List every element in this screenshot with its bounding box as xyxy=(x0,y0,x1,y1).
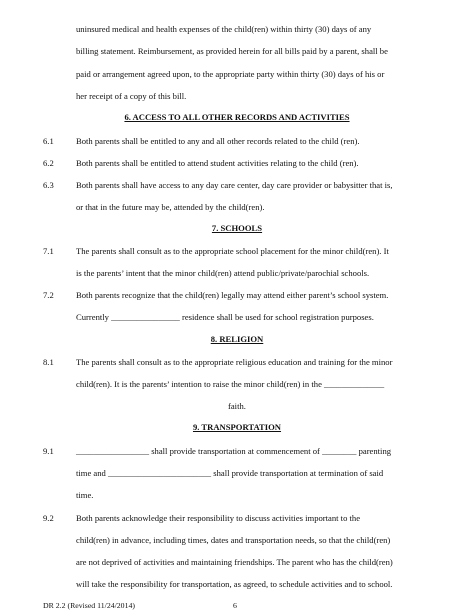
clause-9-2-line-1: Both parents acknowledge their responsibility to discuss activities important to the xyxy=(76,513,361,523)
clause-9-2-line-3: are not deprived of activities and maintaining friendships. The parent who has the child(ren) xyxy=(76,557,393,567)
intro-line-3: paid or arrangement agreed upon, to the appropriate party within thirty (30) days of his or xyxy=(76,69,385,79)
clause-9-2-number: 9.2 xyxy=(43,513,54,523)
clause-6-3-line-2: or that in the future may be, attended by the child(ren). xyxy=(76,202,265,212)
clause-7-1-line-2: is the parents’ intent that the minor child(ren) attend public/private/parochial schools. xyxy=(76,268,370,278)
clause-6-1-number: 6.1 xyxy=(43,136,54,146)
clause-7-2-line-1: Both parents recognize that the child(ren) legally may attend either parent’s school system. xyxy=(76,290,389,300)
clause-8-1-line-1: The parents shall consult as to the appropriate religious education and training for the minor xyxy=(76,357,393,367)
clause-8-1-number: 8.1 xyxy=(43,357,54,367)
clause-6-1-line-1: Both parents shall be entitled to any and all other records related to the child (ren). xyxy=(76,136,360,146)
clause-7-2-line-2: Currently ________________ residence shall be used for school registration purposes. xyxy=(76,312,374,322)
section-8-heading: 8. RELIGION xyxy=(210,334,264,344)
clause-9-2-line-4: will take the responsibility for transportation, as agreed, to schedule activities and to school. xyxy=(76,579,393,589)
clause-9-1-number: 9.1 xyxy=(43,446,54,456)
section-7-heading: 7. SCHOOLS xyxy=(211,223,263,233)
clause-8-1-line-2: child(ren). It is the parents’ intention to raise the minor child(ren) in the ______________ xyxy=(76,379,385,389)
clause-7-2-number: 7.2 xyxy=(43,290,54,300)
clause-9-1-line-2: time and ________________________ shall provide transportation at termination of said xyxy=(76,468,384,478)
clause-9-1-line-1: _________________ shall provide transportation at commencement of ________ parenting xyxy=(76,446,392,456)
intro-line-2: billing statement. Reimbursement, as provided herein for all bills paid by a parent, shall be xyxy=(76,46,388,56)
clause-7-1-number: 7.1 xyxy=(43,246,54,256)
clause-9-2-line-2: child(ren) in advance, including times, dates and transportation needs, so that the child(ren) xyxy=(76,535,391,545)
clause-6-2-line-1: Both parents shall be entitled to attend student activities relating to the child (ren). xyxy=(76,158,359,168)
footer-page-number: 6 xyxy=(233,601,237,610)
clause-6-3-number: 6.3 xyxy=(43,180,54,190)
clause-9-1-line-3: time. xyxy=(76,490,94,500)
clause-8-1-line-3: faith. xyxy=(228,401,246,411)
clause-6-3-line-1: Both parents shall have access to any day care center, day care provider or babysitter that is, xyxy=(76,180,393,190)
section-9-heading: 9. TRANSPORTATION xyxy=(192,422,282,432)
intro-line-4: her receipt of a copy of this bill. xyxy=(76,91,187,101)
clause-7-1-line-1: The parents shall consult as to the appropriate school placement for the minor child(ren). It xyxy=(76,246,389,256)
section-6-heading: 6. ACCESS TO ALL OTHER RECORDS AND ACTIVITIES xyxy=(124,112,350,122)
footer-form-id: DR 2.2 (Revised 11/24/2014) xyxy=(43,601,135,610)
intro-line-1: uninsured medical and health expenses of the child(ren) within thirty (30) days of any xyxy=(76,24,372,34)
clause-6-2-number: 6.2 xyxy=(43,158,54,168)
